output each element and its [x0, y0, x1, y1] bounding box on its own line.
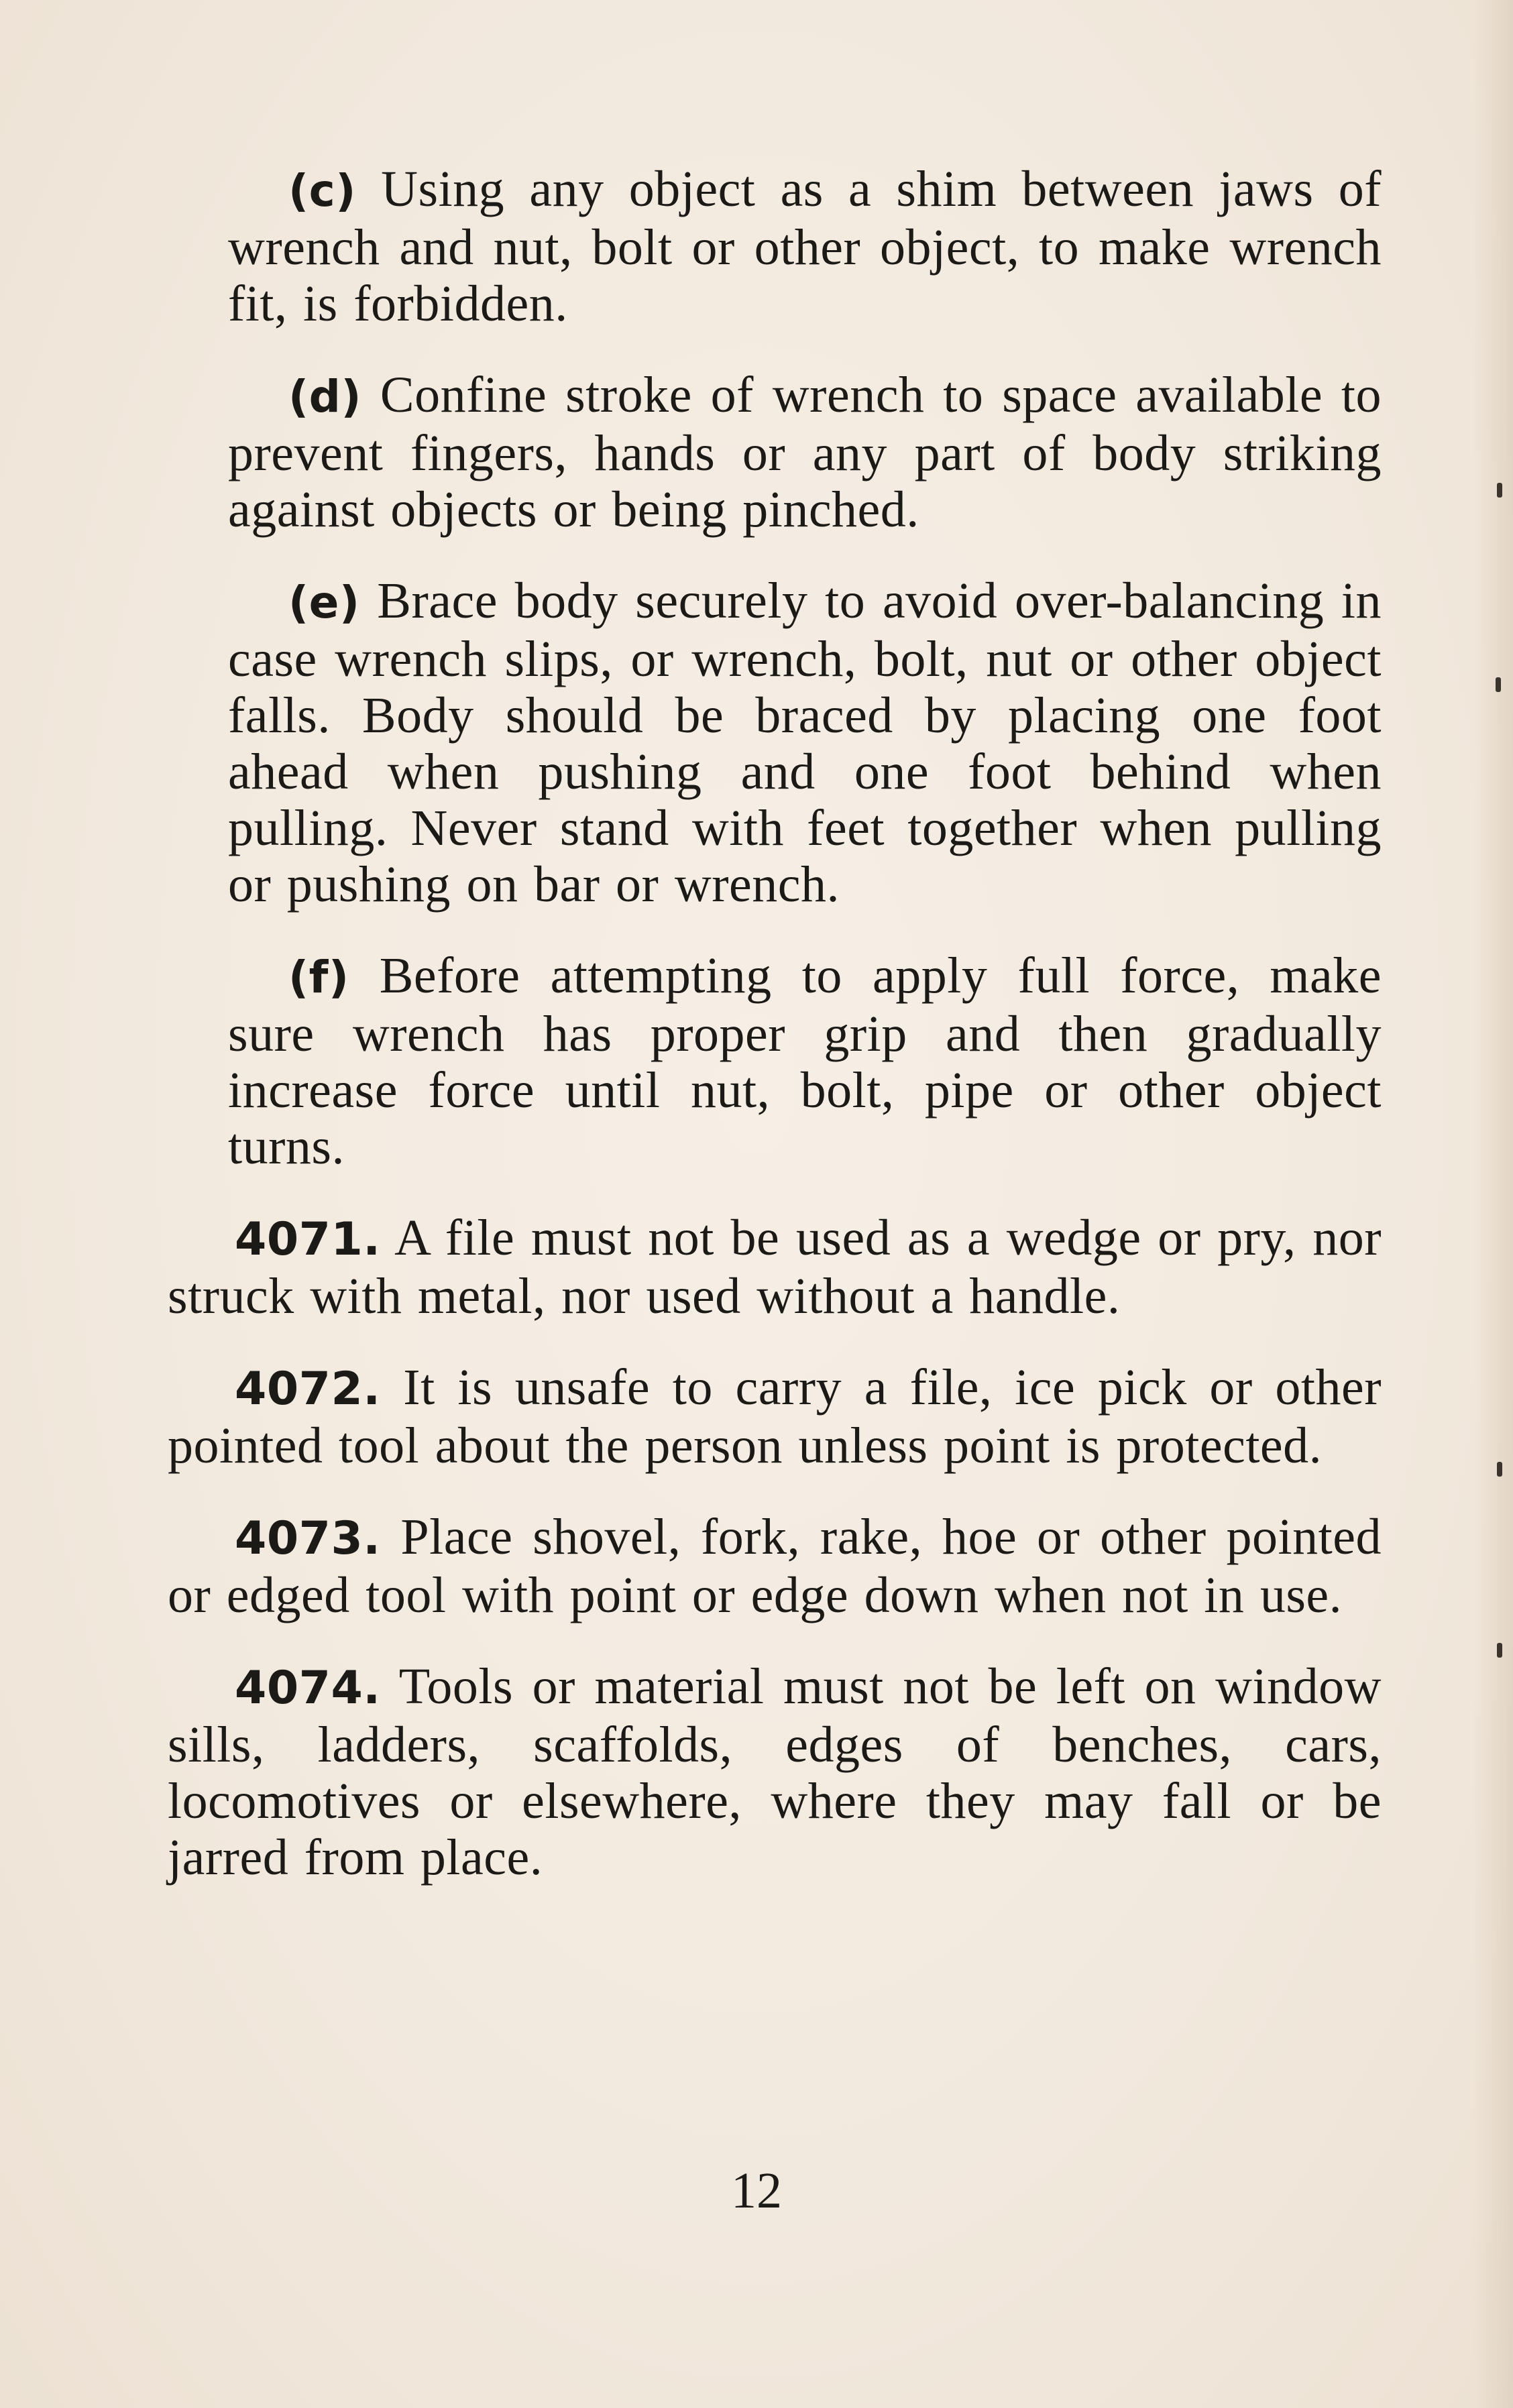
rule-4073	[168, 1509, 1382, 1623]
subsection-label: (c)	[288, 165, 356, 217]
subsection-text: Brace body securely to avoid over-balancing in case wrench slips, or wrench, bolt, nut or other object falls. Body should be braced by placing one foot ahead when pushing and one foot behind when pulling. Never stand with feet together when pulling or pushing on bar or wrench.	[228, 573, 1382, 913]
rule-4074	[168, 1658, 1382, 1886]
rule-number: 4071.	[235, 1213, 381, 1266]
page-edge-shadow	[1473, 0, 1513, 2408]
page-number: 12	[731, 2163, 782, 2219]
subsection-label: (f)	[288, 952, 349, 1003]
rule-number: 4072.	[235, 1363, 381, 1416]
subsection-label: (e)	[288, 577, 360, 628]
subsection-e	[228, 573, 1382, 913]
rule-text: A file must not be used as a wedge or pry, nor struck with metal, nor used without a handle.	[168, 1210, 1382, 1324]
rule-number: 4074.	[235, 1662, 381, 1715]
rule-number: 4073.	[235, 1512, 381, 1565]
subsection-text: Before attempting to apply full force, make sure wrench has proper grip and then gradually increase force until nut, bolt, pipe or other object turns.	[228, 948, 1382, 1175]
margin-speck	[1497, 1643, 1502, 1658]
subsection-c	[228, 161, 1382, 332]
margin-speck	[1497, 483, 1502, 498]
rule-text: Place shovel, fork, rake, hoe or other pointed or edged tool with point or edge down when not in use.	[168, 1509, 1382, 1623]
margin-speck	[1497, 1462, 1502, 1477]
rule-4071	[168, 1210, 1382, 1324]
subsection-text: Confine stroke of wrench to space available to prevent fingers, hands or any part of body striking against objects or being pinched.	[228, 367, 1382, 538]
subsection-d	[228, 367, 1382, 538]
rule-4072	[168, 1359, 1382, 1474]
subsection-text: Using any object as a shim between jaws of wrench and nut, bolt or other object, to make wrench fit, is forbidden.	[228, 161, 1382, 332]
body-text	[168, 161, 1382, 1920]
subsection-f	[228, 948, 1382, 1175]
margin-speck	[1496, 677, 1501, 692]
rule-text: It is unsafe to carry a file, ice pick or other pointed tool about the person unless point is protected.	[168, 1359, 1382, 1474]
rule-text: Tools or material must not be left on window sills, ladders, scaffolds, edges of benches, cars, locomotives or elsewhere, where they may fall or be jarred from place.	[168, 1658, 1382, 1886]
subsection-label: (d)	[288, 371, 362, 422]
